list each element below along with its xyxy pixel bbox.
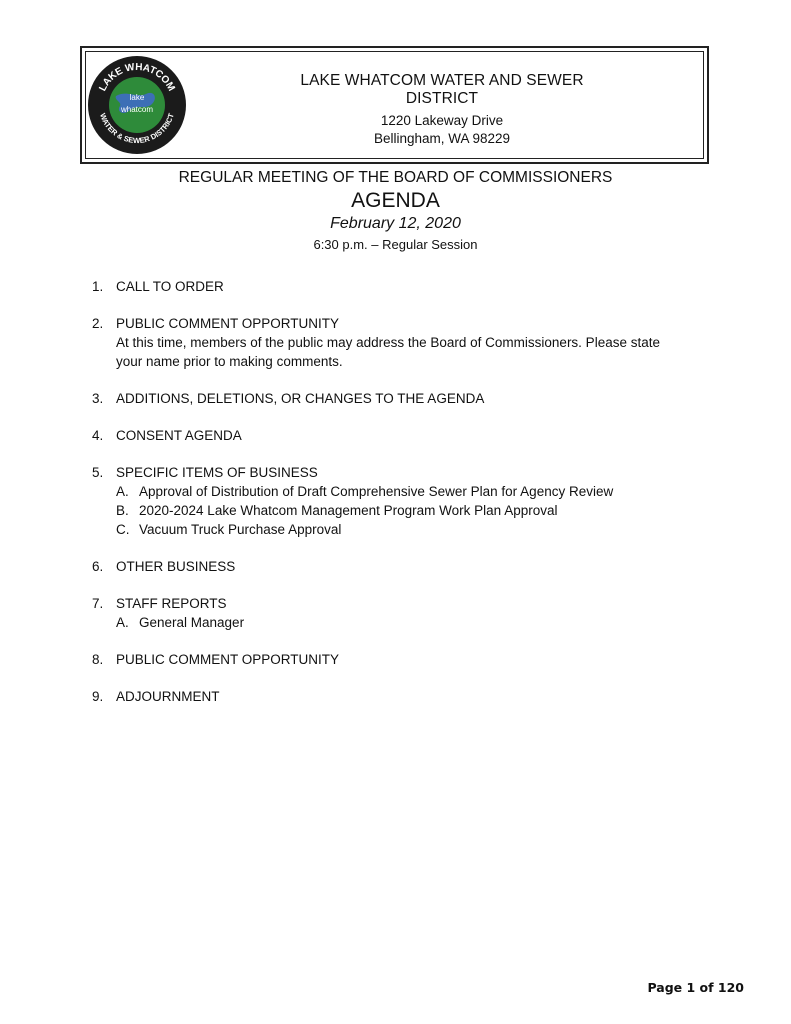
page-number: Page 1 of 120: [647, 980, 744, 995]
district-address: 1220 Lakeway Drive: [380, 113, 504, 128]
agenda-item: [92, 314, 712, 371]
agenda-item: [92, 594, 712, 632]
sub-item-letter: A.: [116, 615, 129, 630]
agenda-item: [92, 650, 712, 669]
item-title: CONSENT AGENDA: [116, 428, 242, 443]
item-title: STAFF REPORTS: [116, 596, 227, 611]
agenda-heading: AGENDA: [351, 189, 440, 212]
item-number: 9.: [92, 689, 104, 704]
item-number: 3.: [92, 391, 104, 406]
district-city: Bellingham, WA 98229: [373, 131, 511, 146]
meeting-title: REGULAR MEETING OF THE BOARD OF COMMISSIONERS: [178, 169, 613, 186]
item-number: 2.: [92, 316, 104, 331]
sub-item: [116, 613, 712, 632]
agenda-items: [92, 277, 712, 724]
sub-item-letter: C.: [116, 522, 130, 537]
logo-text-top: LAKE WHATCOM: [97, 61, 177, 94]
logo-inner-word-1: lake: [129, 93, 145, 102]
letterhead-box: [80, 46, 709, 164]
district-name: LAKE WHATCOM WATER AND SEWER DISTRICT: [300, 72, 584, 107]
agenda-item: [92, 277, 712, 296]
item-number: 8.: [92, 652, 104, 667]
district-logo: [86, 54, 188, 156]
sub-item-letter: A.: [116, 484, 129, 499]
item-title: OTHER BUSINESS: [116, 559, 236, 574]
sub-item-text: Vacuum Truck Purchase Approval: [139, 522, 342, 537]
sub-item: [116, 482, 712, 501]
item-description-line: At this time, members of the public may address the Board of Commissioners. Please state: [116, 335, 660, 350]
logo-text-bottom: WATER & SEWER DISTRICT: [98, 111, 176, 146]
item-number: 1.: [92, 279, 104, 294]
agenda-item: [92, 389, 712, 408]
item-title: PUBLIC COMMENT OPPORTUNITY: [116, 316, 340, 331]
item-number: 6.: [92, 559, 104, 574]
sub-item-text: General Manager: [139, 615, 245, 630]
sub-item-text: 2020-2024 Lake Whatcom Management Program Work Plan Approval: [139, 503, 558, 518]
meeting-date: February 12, 2020: [330, 215, 461, 232]
item-number: 7.: [92, 596, 104, 611]
agenda-item: [92, 687, 712, 706]
sub-item-letter: B.: [116, 503, 129, 518]
logo-inner-word-2: whatcom: [120, 105, 154, 114]
meeting-time: 6:30 p.m. – Regular Session: [313, 237, 478, 252]
item-number: 5.: [92, 465, 104, 480]
agenda-item: [92, 463, 712, 539]
item-title: ADDITIONS, DELETIONS, OR CHANGES TO THE AGENDA: [116, 391, 485, 406]
item-title: SPECIFIC ITEMS OF BUSINESS: [116, 465, 318, 480]
agenda-item: [92, 557, 712, 576]
item-title: PUBLIC COMMENT OPPORTUNITY: [116, 652, 340, 667]
item-title: CALL TO ORDER: [116, 279, 224, 294]
sub-item-text: Approval of Distribution of Draft Comprehensive Sewer Plan for Agency Review: [139, 484, 614, 499]
agenda-item: [92, 426, 712, 445]
item-number: 4.: [92, 428, 104, 443]
sub-item: [116, 501, 712, 520]
district-info: [272, 72, 612, 149]
item-description-line: your name prior to making comments.: [116, 354, 343, 369]
meeting-titles: [0, 169, 791, 252]
sub-item: [116, 520, 712, 539]
item-title: ADJOURNMENT: [116, 689, 220, 704]
